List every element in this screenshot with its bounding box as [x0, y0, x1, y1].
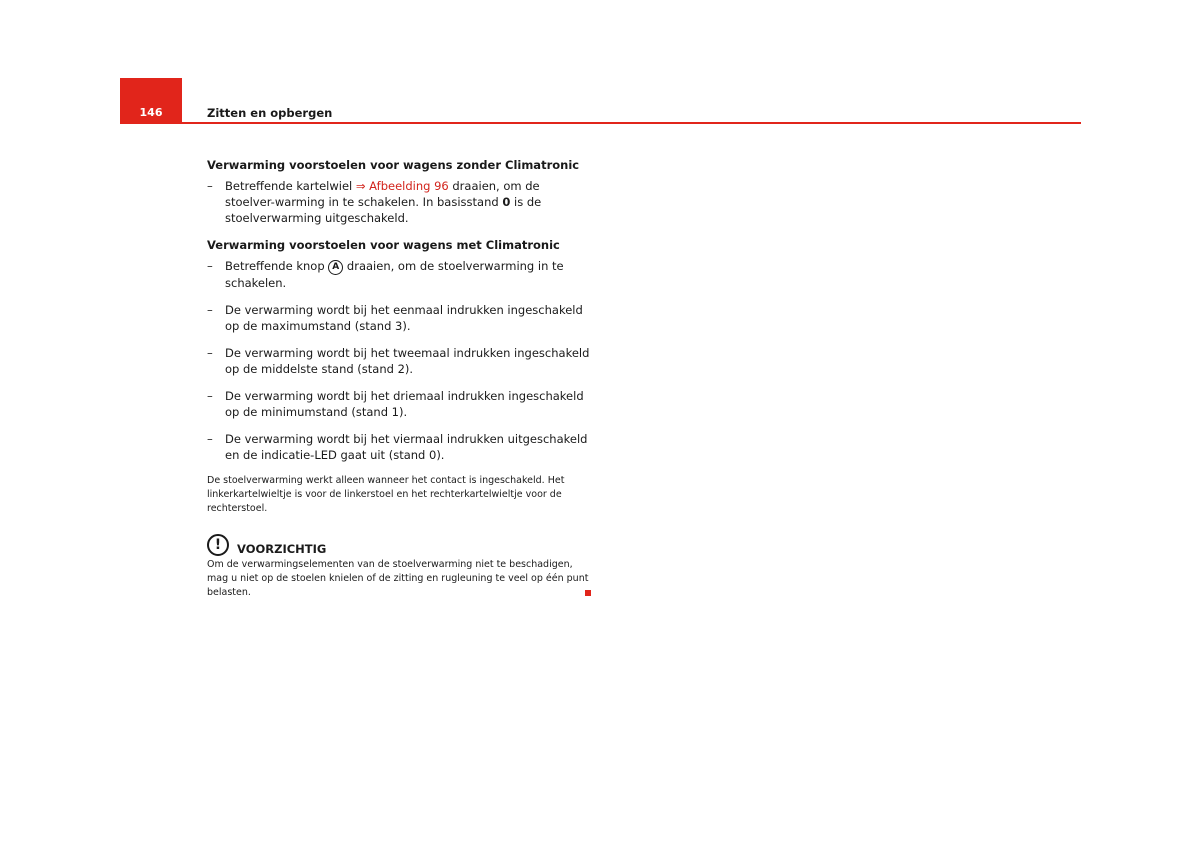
section-heading-without-climatronic: Verwarming voorstoelen voor wagens zonder Climatronic [207, 158, 580, 172]
figure-reference-link[interactable]: ⇒ Afbeelding 96 [355, 179, 449, 193]
item-text: draaien, om de stoelver-warming in te schakelen. In basisstand [225, 179, 540, 209]
list-item [207, 258, 592, 291]
item-text: draaien, om de stoelverwarming in te schakelen. [225, 259, 564, 290]
item-text: De verwarming wordt bij het viermaal indrukken uitgeschakeld en de indicatie-LED gaat uit (stand 0). [225, 432, 588, 462]
item-text: De verwarming wordt bij het eenmaal indrukken ingeschakeld op de maximumstand (stand 3). [225, 303, 583, 333]
list-dash: – [207, 389, 213, 403]
item-text: is de stoelverwarming uitgeschakeld. [225, 195, 542, 225]
header-rule [182, 122, 1081, 124]
note-text: De stoelverwarming werkt alleen wanneer het contact is ingeschakeld. Het linkerkartelwieltje is voor de linkerstoel en het rechterkartelwieltje voor de rechterstoel. [207, 475, 565, 514]
instruction-list-without-climatronic [207, 178, 592, 226]
button-a-icon: A [328, 260, 343, 275]
caution-text: Om de verwarmingselementen van de stoelverwarming niet te beschadigen, mag u niet op de stoelen knielen of de zitting en rugleuning te veel op één punt belasten. [207, 559, 589, 598]
caution-icon: ! [207, 534, 229, 556]
basic-position-value: 0 [502, 195, 511, 209]
instruction-list-with-climatronic [207, 258, 592, 463]
caution-label: VOORZICHTIG [237, 542, 327, 556]
chapter-title: Zitten en opbergen [207, 106, 333, 120]
section-end-marker [585, 590, 591, 596]
caution-box [207, 534, 592, 600]
page-number: 146 [139, 106, 163, 119]
list-dash: – [207, 432, 213, 446]
list-item [207, 178, 592, 226]
item-text: Betreffende kartelwiel [225, 179, 356, 193]
item-text: De verwarming wordt bij het driemaal indrukken ingeschakeld op de minimumstand (stand 1). [225, 389, 584, 419]
list-dash: – [207, 179, 213, 193]
item-text: De verwarming wordt bij het tweemaal indrukken ingeschakeld op de middelste stand (stand 2). [225, 346, 590, 376]
item-text: Betreffende knop [225, 259, 329, 273]
list-item [207, 431, 592, 463]
list-item [207, 388, 592, 420]
section-heading-with-climatronic: Verwarming voorstoelen voor wagens met Climatronic [207, 238, 560, 252]
list-item [207, 345, 592, 377]
list-dash: – [207, 346, 213, 360]
list-dash: – [207, 303, 213, 317]
content-column [207, 157, 592, 600]
list-item [207, 302, 592, 334]
list-dash: – [207, 259, 213, 273]
